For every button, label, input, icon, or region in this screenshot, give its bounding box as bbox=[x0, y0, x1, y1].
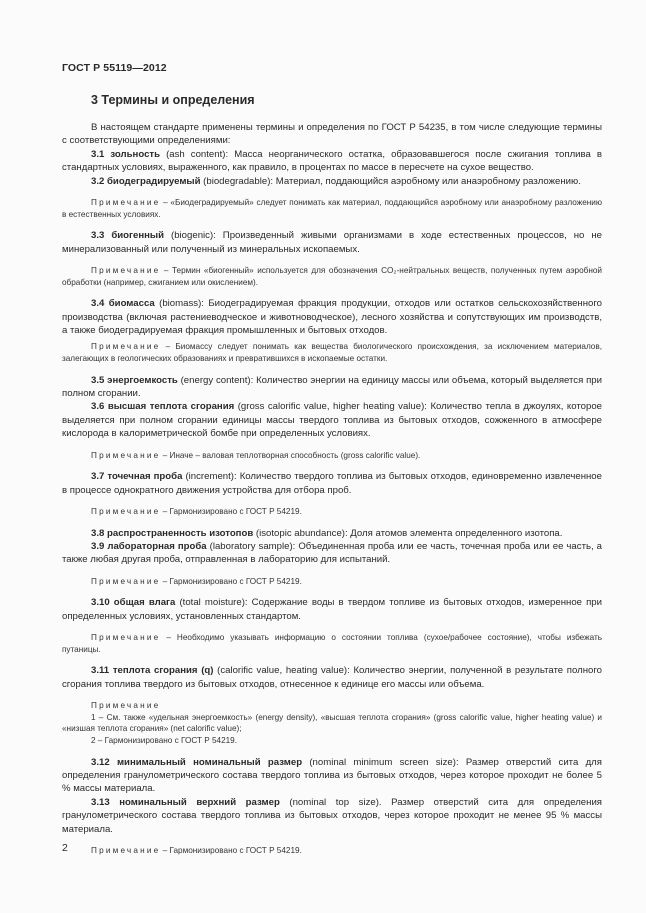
note-text: – Иначе – валовая теплотворная способность (gross calorific value). bbox=[160, 450, 421, 460]
term-title: 3.12 минимальный номинальный размер bbox=[91, 756, 303, 768]
note-3-10 bbox=[62, 632, 602, 655]
notes-label bbox=[62, 700, 602, 712]
intro-paragraph: В настоящем стандарте применены термины и определения по ГОСТ Р 54235, в том числе следующие термины с соответствующими определениями: bbox=[62, 122, 602, 147]
term-title: 3.11 теплота сгорания (q) bbox=[91, 665, 214, 677]
note-text: – Гармонизировано с ГОСТ Р 54219. bbox=[160, 507, 302, 517]
section-title: 3 Термины и определения bbox=[91, 93, 255, 107]
page-number: 2 bbox=[62, 842, 68, 854]
note-label: Примечание bbox=[91, 846, 161, 856]
note-label: Примечание bbox=[91, 507, 161, 517]
term-3-8 bbox=[62, 527, 602, 540]
term-3-13 bbox=[62, 796, 602, 836]
note-label: Примечание bbox=[91, 198, 161, 208]
note-label: Примечание bbox=[91, 266, 161, 276]
note-label: Примечание bbox=[91, 633, 161, 643]
term-definition: (laboratory sample): Объединенная проба или ее часть, точечная проба или ее часть, а также любая другая проба, отправленная в лабораторию для испытаний. bbox=[62, 541, 602, 566]
term-title: 3.10 общая влага bbox=[91, 597, 176, 609]
term-definition: (ash content): Масса неорганического остатка, образовавшегося после сжигания топлива в стандартных условиях, выраженного, как правило, в процентах по массе в пересчете на сухое вещество. bbox=[62, 148, 603, 174]
term-definition: (biogenic): Произведенный живыми организмами в ходе естественных процессов, но не минерализованный или полученный из минеральных ископаемых. bbox=[62, 230, 602, 255]
document-body bbox=[62, 121, 602, 857]
term-definition: (gross calorific value, higher heating value): Количество тепла в джоулях, которое выделяется при полном сгорании единицы массы твердого топлива из бытовых отходов, сожженного в атмосфере кислорода в калориметрической бомбе при определенных условиях. bbox=[62, 401, 602, 440]
note-3-4 bbox=[62, 341, 602, 364]
term-title: 3.2 биодеградируемый bbox=[91, 175, 201, 187]
term-definition: (isotopic abundance): Доля атомов элемента определенного изотопа. bbox=[253, 527, 563, 539]
note-text: – Термин «биогенный» используется для обозначения CO₂-нейтральных веществ, полученных путем аэробной обработки (например, сжиганием или окислением). bbox=[62, 266, 602, 287]
note-3-3 bbox=[62, 265, 602, 288]
note-3-6 bbox=[62, 450, 602, 462]
note-3-11-1: 1 – См. также «удельная энергоемкость» (energy density), «высшая теплота сгорания» (gross calorific value, higher heating value) и «низшая теплота сгорания» (net calorific value); bbox=[62, 712, 602, 734]
note-3-7 bbox=[62, 506, 602, 518]
note-3-13 bbox=[62, 845, 602, 857]
note-text: – Гармонизировано с ГОСТ Р 54219. bbox=[160, 846, 302, 856]
note-label: Примечание bbox=[91, 701, 161, 711]
document-header: ГОСТ Р 55119—2012 bbox=[62, 62, 167, 74]
term-title: 3.1 зольность bbox=[91, 148, 161, 160]
term-3-6 bbox=[62, 400, 602, 440]
term-definition: (calorific value, heating value): Количество энергии, полученной в результате полного сгорания топлива твердого из бытовых отходов, отнесенное к единице его массы или объема. bbox=[62, 665, 602, 690]
term-title: 3.13 номинальный верхний размер bbox=[91, 796, 280, 808]
term-3-12 bbox=[62, 756, 602, 796]
note-label: Примечание bbox=[91, 450, 161, 460]
term-definition: (increment): Количество твердого топлива из бытовых отходов, единовременно извлеченное в процессе однократного движения устройства для отбора проб. bbox=[62, 471, 602, 496]
note-3-9 bbox=[62, 576, 602, 588]
term-title: 3.4 биомасса bbox=[91, 298, 155, 310]
term-3-10 bbox=[62, 596, 602, 623]
term-3-7 bbox=[62, 470, 602, 497]
term-title: 3.3 биогенный bbox=[91, 230, 165, 242]
term-title: 3.9 лабораторная проба bbox=[91, 541, 207, 553]
term-definition: (nominal minimum screen size): Размер отверстий сита для определения гранулометрического состава твердого топлива из бытовых отходов, через которое проходит не более 5 % массы материала. bbox=[62, 756, 602, 795]
note-3-2 bbox=[62, 197, 602, 220]
term-3-3 bbox=[62, 229, 602, 256]
note-text: – Гармонизировано с ГОСТ Р 54219. bbox=[160, 576, 302, 586]
term-definition: (biomass): Биодеградируемая фракция продукции, отходов или остатков сельскохозяйственного производства (включая растениеводческое и животноводческое), лесного хозяйства и сопутствующих им производств, а также биодеградируемая фракция промышленных и бытовых отходов. bbox=[62, 298, 602, 337]
note-label: Примечание bbox=[91, 342, 161, 352]
term-definition: (nominal top size). Размер отверстий сита для определения гранулометрического состава твердого топлива из бытовых отходов, через которое проходит не менее 95 % массы материала. bbox=[62, 796, 602, 835]
term-title: 3.7 точечная проба bbox=[91, 471, 183, 483]
note-label: Примечание bbox=[91, 576, 161, 586]
term-definition: (total moisture): Содержание воды в твердом топливе из бытовых отходов, измеренное при определенных условиях, установленных стандартом. bbox=[62, 597, 602, 622]
term-3-2 bbox=[62, 175, 602, 188]
term-definition: (biodegradable): Материал, поддающийся аэробному или анаэробному разложению. bbox=[200, 175, 581, 187]
note-text: – «Биодеградируемый» следует понимать как материал, поддающийся аэробному или анаэробному разложению в естественных условиях. bbox=[62, 198, 602, 219]
term-title: 3.5 энергоемкость bbox=[91, 374, 178, 386]
term-3-11 bbox=[62, 664, 602, 691]
term-3-9 bbox=[62, 540, 602, 567]
term-3-4 bbox=[62, 297, 602, 337]
term-definition: (energy content): Количество энергии на единицу массы или объема, который выделяется при полном сгорании. bbox=[62, 374, 602, 400]
note-text: – Биомассу следует понимать как вещества биологического происхождения, за исключением материалов, залегающих в геологических образованиях и превратившихся в ископаемые остатки. bbox=[62, 342, 602, 364]
term-3-5 bbox=[62, 374, 602, 401]
note-3-11-2: 2 – Гармонизировано с ГОСТ Р 54219. bbox=[91, 736, 238, 746]
term-title: 3.6 высшая теплота сгорания bbox=[91, 401, 235, 413]
note-text: – Необходимо указывать информацию о состоянии топлива (сухое/рабочее состояние), чтобы избежать путаницы. bbox=[62, 633, 602, 654]
term-title: 3.8 распространенность изотопов bbox=[91, 527, 254, 539]
term-3-1 bbox=[62, 148, 602, 175]
